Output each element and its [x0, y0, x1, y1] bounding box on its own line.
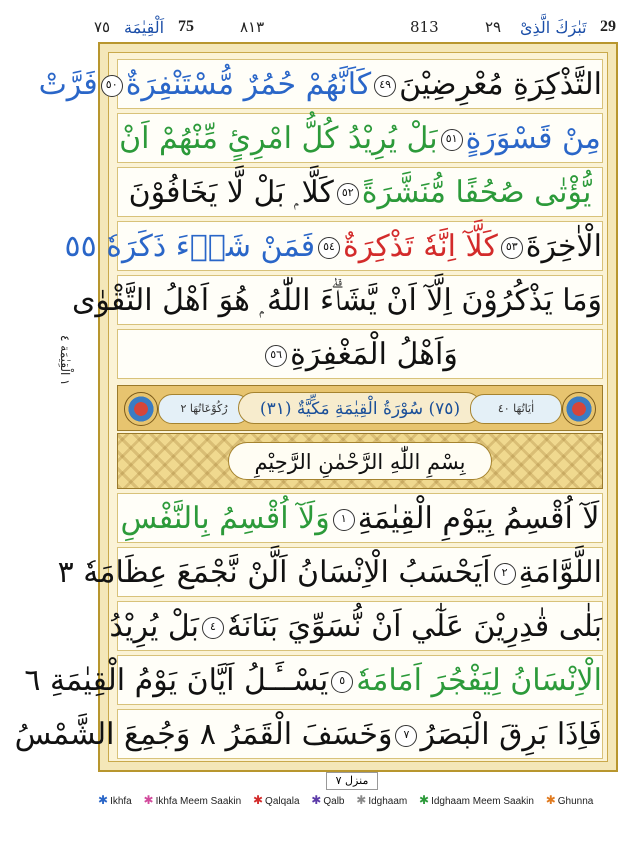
star-icon: ✱ [356, 793, 367, 807]
star-icon: ✱ [311, 793, 322, 807]
legend-item [546, 793, 594, 807]
legend-item [356, 793, 407, 807]
line-8-part-2: اَيَحْسَبُ الْاِنْسَانُ اَلَّنْ نَّجْمَعَ عِظَامَهٗ ٣ [57, 555, 491, 590]
legend-label: Ikhfa [110, 796, 132, 807]
surah-title: اَلْقِيٰمَة [124, 18, 165, 37]
star-icon: ✱ [98, 793, 109, 807]
ruku-margin-note: ١ الْقِيٰمَة ٤ [58, 334, 72, 386]
legend-item [311, 793, 344, 807]
page-header [94, 14, 620, 40]
star-icon: ✱ [545, 793, 556, 807]
quran-line-8 [57, 547, 603, 597]
right-juz-title: تَبٰرَكَ الَّذِىْ [520, 18, 587, 37]
line-7-part-1: لَآ اُقْسِمُ بِيَوْمِ الْقِيٰمَةِ [357, 501, 600, 536]
ayah-marker: ١ [333, 509, 355, 531]
ayah-marker: ٧ [395, 725, 417, 747]
star-icon: ✱ [143, 793, 154, 807]
line-3-part-1: يُّؤْتٰى صُحُفًا مُّنَشَّرَةً [361, 175, 592, 210]
line-4-part-2: كَلَّآ اِنَّهٗ تَذْكِرَةٌ [343, 229, 498, 264]
ayah-marker: ٥٦ [265, 345, 287, 367]
line-10-part-2: يَسْــَٔـلُ اَيَّانَ يَوْمُ الْقِيٰمَةِ ٦ [24, 663, 329, 698]
line-1-part-3: فَرَّتْ [38, 67, 98, 102]
ayah-marker: ٢ [494, 563, 516, 585]
legend-label: Ikhfa Meem Saakin [155, 796, 242, 807]
quran-line-2 [117, 113, 603, 163]
line-4-part-1: الْاٰخِرَةَ [525, 229, 602, 264]
rosette-icon [562, 392, 596, 426]
rosette-icon [124, 392, 158, 426]
line-7-part-2: وَلَآ اُقْسِمُ بِالنَّفْسِ [120, 501, 330, 536]
quran-line-9 [109, 601, 603, 651]
legend-item [419, 793, 534, 807]
tajweed-legend [98, 793, 618, 811]
quran-line-4 [64, 221, 603, 271]
line-1-part-2: كَاَنَّهُمْ حُمُرٌ مُّسْتَنْفِرَةٌ [125, 67, 372, 102]
legend-item [253, 793, 300, 807]
basmala-text: بِسْمِ اللّٰهِ الرَّحْمٰنِ الرَّحِيْمِ [228, 442, 492, 480]
line-11-part-2: وَخَسَفَ الْقَمَرُ ٨ وَجُمِعَ الشَّمْسُ [14, 717, 393, 752]
star-icon: ✱ [252, 793, 264, 807]
surah-number: 75 [178, 18, 194, 35]
quran-line-5 [71, 275, 603, 325]
quran-line-6 [117, 329, 603, 379]
legend-label: Qalqala [265, 796, 300, 807]
legend-label: Ghunna [557, 796, 594, 807]
quran-line-7 [117, 493, 603, 543]
ayah-marker: ٥٣ [501, 237, 523, 259]
quran-line-11 [14, 709, 603, 759]
ayah-count-label: اٰيَاتُهَا ٤٠ [470, 394, 562, 424]
line-3-part-2: كَلَّا ۭ بَلْ لَّا يَخَافُوْنَ [128, 175, 334, 210]
ayah-marker: ٥١ [441, 129, 463, 151]
line-9-part-2: بَلْ يُرِيْدُ [109, 609, 199, 644]
right-page-number: 29 [600, 18, 616, 35]
ayah-marker: ٤ [202, 617, 224, 639]
legend-item [144, 793, 242, 807]
line-4-part-3: فَمَنْ شَاۗءَ ذَكَرَهٗ ٥٥ [64, 229, 316, 264]
quran-line-10 [24, 655, 603, 705]
surah-banner [117, 385, 603, 431]
page-number-arabic: ٨١٣ [240, 18, 265, 36]
right-juz-number: ٢٩ [485, 18, 502, 36]
legend-item [98, 793, 132, 807]
star-icon: ✱ [419, 793, 430, 807]
quran-line-1 [38, 59, 603, 109]
surah-title-banner: (٧٥) سُوْرَةُ الْقِيٰمَةِ مَكِّيَّةٌ (٣١) [238, 392, 482, 424]
line-2-part-2: بَلْ يُرِيْدُ كُلُّ امْرِئٍ مِّنْهُمْ اَنْ [119, 121, 438, 156]
ayah-marker: ٥ [331, 671, 353, 693]
line-9-part-1: بَلٰى قٰدِرِيْنَ عَلٰٓي اَنْ نُّسَوِّيَ بَنَانَهٗ [227, 609, 602, 644]
page-number-latin: 813 [410, 18, 439, 36]
basmala-panel [117, 433, 603, 489]
legend-label: Qalb [323, 796, 345, 807]
ruku-count-label: رُكُوْعَاتُهَا ٢ [158, 394, 250, 424]
manzil-marker: منزل ٧ [326, 772, 378, 790]
ayah-marker: ٥٠ [101, 75, 123, 97]
ayah-marker: ٥٤ [318, 237, 340, 259]
legend-label: Idghaam Meem Saakin [431, 796, 534, 807]
ayah-marker: ٥٢ [337, 183, 359, 205]
ayah-marker: ٤٩ [374, 75, 396, 97]
line-1-part-1: التَّذْكِرَةِ مُعْرِضِيْنَ [399, 67, 602, 102]
quran-line-3 [117, 167, 603, 217]
line-2-part-1: مِنْ قَسْوَرَةٍ [465, 121, 601, 156]
line-6-part-1: وَاَهْلُ الْمَغْفِرَةِ [290, 337, 458, 372]
legend-label: Idghaam [368, 796, 408, 807]
line-10-part-1: الْاِنْسَانُ لِيَفْجُرَ اَمَامَهٗ [356, 663, 602, 698]
surah-number-urdu: ٧٥ [94, 18, 111, 36]
line-8-part-1: اللَّوَّامَةِ [518, 555, 602, 590]
line-11-part-1: فَاِذَا بَرِقَ الْبَصَرُ [420, 717, 602, 752]
line-5-part-1: وَمَا يَذْكُرُوْنَ اِلَّآ اَنْ يَّشَاۗءَ اللّٰهُ ۭ هُوَ اَهْلُ التَّقْوٰى [71, 283, 602, 318]
